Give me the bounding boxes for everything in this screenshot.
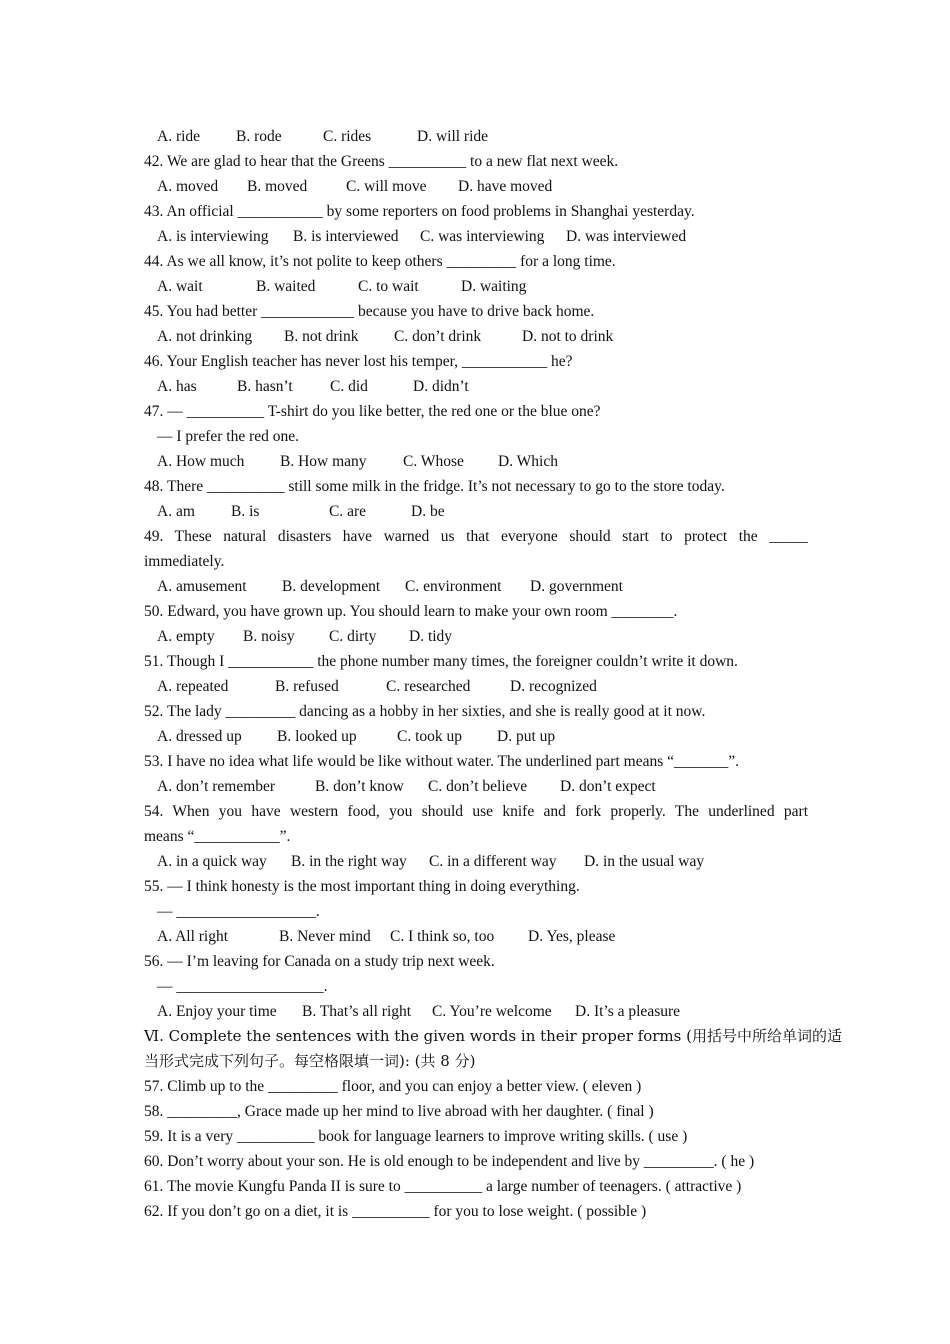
q46-option-a: A. has xyxy=(157,378,197,395)
q54-option-b: B. in the right way xyxy=(291,853,407,870)
q52-option-a: A. dressed up xyxy=(157,728,242,745)
q44-option-c: C. to wait xyxy=(358,278,419,295)
q42-option-a: A. moved xyxy=(157,178,219,195)
q45-stem: 45. You had better ____________ because you have to drive back home. xyxy=(144,303,595,320)
q55-reply: — __________________. xyxy=(157,903,320,920)
q47-stem: 47. — __________ T-shirt do you like better, the red one or the blue one? xyxy=(144,403,601,420)
question-list xyxy=(144,124,842,1224)
q46-option-d: D. didn’t xyxy=(413,378,469,395)
q42-option-d: D. have moved xyxy=(458,178,553,195)
q50-option-a: A. empty xyxy=(157,628,215,645)
q50-stem: 50. Edward, you have grown up. You should learn to make your own room ________. xyxy=(144,603,678,620)
q55-option-d: D. Yes, please xyxy=(528,928,616,945)
q52-options xyxy=(144,724,808,749)
q42-option-b: B. moved xyxy=(247,178,308,195)
q49-option-a: A. amusement xyxy=(157,578,247,595)
q53-option-d: D. don’t expect xyxy=(560,778,656,795)
q55-option-a: A. All right xyxy=(157,928,229,945)
q53-options xyxy=(144,774,808,799)
q43-option-d: D. was interviewed xyxy=(566,228,687,245)
q56-reply: — ___________________. xyxy=(157,978,328,995)
q47-option-b: B. How many xyxy=(280,453,367,470)
q46-options xyxy=(144,374,808,399)
q55-option-b: B. Never mind xyxy=(279,928,371,945)
q50-option-d: D. tidy xyxy=(409,628,453,645)
section-heading-line1: Ⅵ. Complete the sentences with the given words in their proper forms (用括号中所给单词的适 xyxy=(144,1027,842,1045)
q56-option-d: D. It’s a pleasure xyxy=(575,1003,681,1020)
q52-option-d: D. put up xyxy=(497,728,556,745)
q54-option-c: C. in a different way xyxy=(429,853,557,870)
q45-option-d: D. not to drink xyxy=(522,328,614,345)
q45-option-b: B. not drink xyxy=(284,328,359,345)
q48-options xyxy=(144,499,808,524)
q50-option-c: C. dirty xyxy=(329,628,377,645)
q44-stem: 44. As we all know, it’s not polite to keep others _________ for a long time. xyxy=(144,253,616,270)
q49-option-b: B. development xyxy=(282,578,381,595)
q49-options xyxy=(144,574,808,599)
q43-option-b: B. is interviewed xyxy=(293,228,399,245)
q50-options xyxy=(144,624,808,649)
q56-options xyxy=(144,999,808,1024)
q55-options xyxy=(144,924,808,949)
q62: 62. If you don’t go on a diet, it is __________ for you to lose weight. ( possible ) xyxy=(144,1203,647,1220)
q52-option-c: C. took up xyxy=(397,728,463,745)
q48-option-a: A. am xyxy=(157,503,195,520)
q51-option-d: D. recognized xyxy=(510,678,597,695)
q41-option-b: B. rode xyxy=(236,128,282,145)
q56-option-c: C. You’re welcome xyxy=(432,1003,552,1020)
q45-option-a: A. not drinking xyxy=(157,328,253,345)
q49-option-d: D. government xyxy=(530,578,623,595)
q51-options xyxy=(144,674,808,699)
q54-options xyxy=(144,849,808,874)
q54-option-a: A. in a quick way xyxy=(157,853,267,870)
q46-option-c: C. did xyxy=(330,378,368,395)
q54-stem-line1: 54. When you have western food, you should use knife and fork properly. The underlined part xyxy=(144,803,808,820)
q58: 58. _________, Grace made up her mind to live abroad with her daughter. ( final ) xyxy=(144,1103,654,1120)
q56-stem: 56. — I’m leaving for Canada on a study trip next week. xyxy=(144,953,495,970)
q41-options xyxy=(144,124,808,149)
q57: 57. Climb up to the _________ floor, and you can enjoy a better view. ( eleven ) xyxy=(144,1078,642,1095)
q44-options xyxy=(144,274,808,299)
q42-option-c: C. will move xyxy=(346,178,427,195)
q56-option-b: B. That’s all right xyxy=(302,1003,412,1020)
q54-stem-line2: means “___________”. xyxy=(144,828,291,845)
section-heading-line2: 当形式完成下列句子。每空格限填一词): (共 8 分) xyxy=(144,1052,476,1070)
q48-option-b: B. is xyxy=(231,503,260,520)
q53-stem: 53. I have no idea what life would be like without water. The underlined part means “_______”. xyxy=(144,753,740,770)
q46-option-b: B. hasn’t xyxy=(237,378,293,395)
q44-option-a: A. wait xyxy=(157,278,203,295)
q44-option-b: B. waited xyxy=(256,278,316,295)
q48-stem: 48. There __________ still some milk in the fridge. It’s not necessary to go to the store today. xyxy=(144,478,725,495)
q52-stem: 52. The lady _________ dancing as a hobby in her sixties, and she is really good at it now. xyxy=(144,703,706,720)
q56-option-a: A. Enjoy your time xyxy=(157,1003,277,1020)
q47-option-d: D. Which xyxy=(498,453,558,470)
q43-options xyxy=(144,224,808,249)
q52-option-b: B. looked up xyxy=(277,728,357,745)
q55-stem: 55. — I think honesty is the most important thing in doing everything. xyxy=(144,878,580,895)
q41-option-d: D. will ride xyxy=(417,128,489,145)
q44-option-d: D. waiting xyxy=(461,278,527,295)
q49-stem-line2: immediately. xyxy=(144,553,225,570)
q53-option-c: C. don’t believe xyxy=(428,778,528,795)
q49-stem-line1: 49. These natural disasters have warned us that everyone should start to protect the _____ xyxy=(144,528,808,545)
q55-option-c: C. I think so, too xyxy=(390,928,495,945)
q61: 61. The movie Kungfu Panda II is sure to __________ a large number of teenagers. ( attractive ) xyxy=(144,1178,742,1195)
q43-option-c: C. was interviewing xyxy=(420,228,545,245)
q43-option-a: A. is interviewing xyxy=(157,228,269,245)
q45-option-c: C. don’t drink xyxy=(394,328,482,345)
q45-options xyxy=(144,324,808,349)
q51-option-c: C. researched xyxy=(386,678,471,695)
q54-option-d: D. in the usual way xyxy=(584,853,705,870)
q49-option-c: C. environment xyxy=(405,578,502,595)
q53-option-a: A. don’t remember xyxy=(157,778,276,795)
q47-options xyxy=(144,449,808,474)
q48-option-d: D. be xyxy=(411,503,445,520)
q47-option-c: C. Whose xyxy=(403,453,464,470)
q51-option-b: B. refused xyxy=(275,678,339,695)
q51-stem: 51. Though I ___________ the phone number many times, the foreigner couldn’t write it down. xyxy=(144,653,738,670)
q42-options xyxy=(144,174,808,199)
q48-option-c: C. are xyxy=(329,503,367,520)
q47-reply: — I prefer the red one. xyxy=(157,428,300,445)
q50-option-b: B. noisy xyxy=(243,628,295,645)
q46-stem: 46. Your English teacher has never lost his temper, ___________ he? xyxy=(144,353,573,370)
q41-option-a: A. ride xyxy=(157,128,201,145)
q60: 60. Don’t worry about your son. He is old enough to be independent and live by _________. ( he ) xyxy=(144,1153,755,1170)
q47-option-a: A. How much xyxy=(157,453,245,470)
q42-stem: 42. We are glad to hear that the Greens __________ to a new flat next week. xyxy=(144,153,619,170)
q53-option-b: B. don’t know xyxy=(315,778,404,795)
q41-option-c: C. rides xyxy=(323,128,372,145)
q51-option-a: A. repeated xyxy=(157,678,229,695)
q59: 59. It is a very __________ book for language learners to improve writing skills. ( use ) xyxy=(144,1128,688,1145)
q43-stem: 43. An official ___________ by some reporters on food problems in Shanghai yesterday. xyxy=(144,203,695,220)
